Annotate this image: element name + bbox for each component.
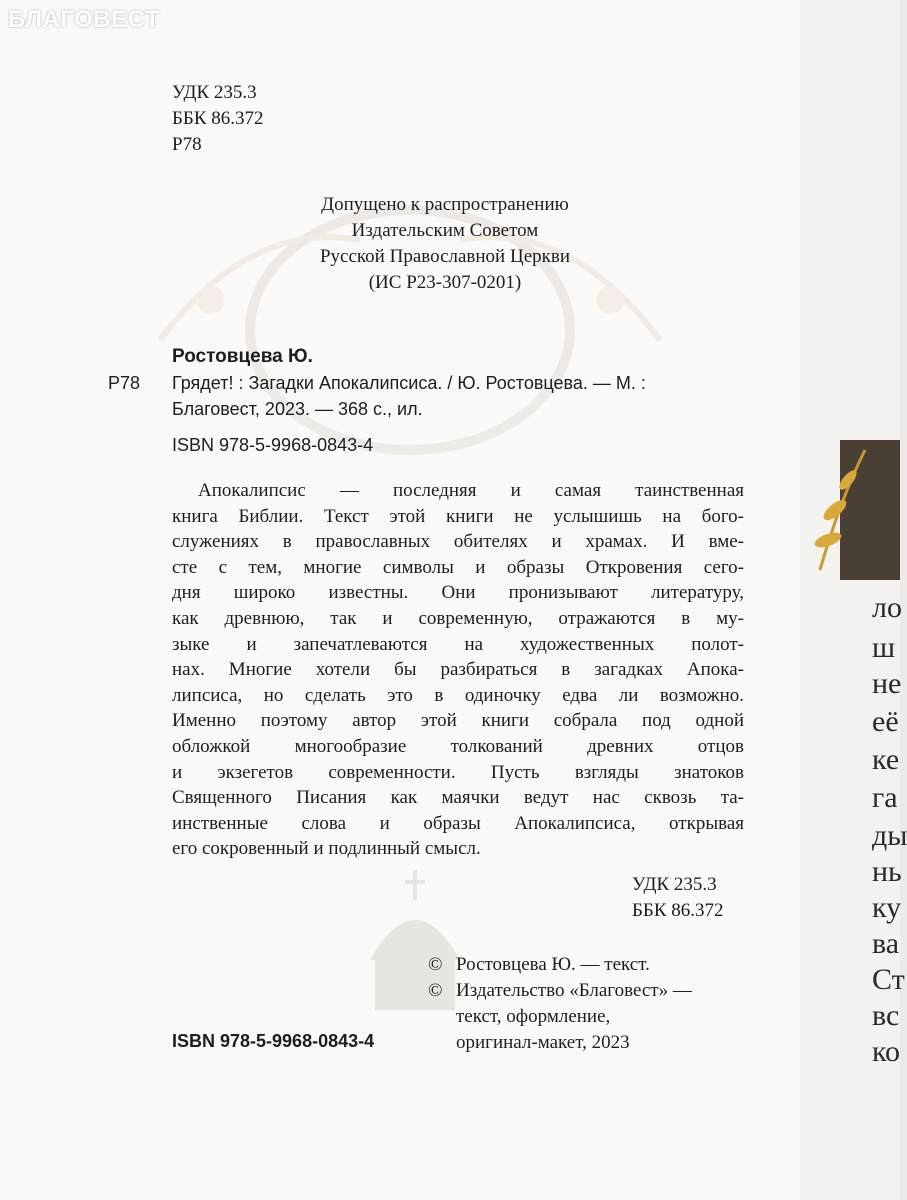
abstract-line: дня широко известны. Они пронизывают литературу,	[172, 582, 744, 604]
abstract-line: инственные слова и образы Апокалипсиса, открывая	[172, 812, 744, 834]
copyright-text: оригинал-макет, 2023	[456, 1032, 630, 1053]
facing-page-fragment: Ст	[872, 963, 905, 996]
abstract-paragraph	[172, 478, 744, 862]
abstract-line: обложкой многообразие толкований древних отцов	[172, 735, 744, 757]
isbn-top: ISBN 978-5-9968-0843-4	[172, 435, 374, 455]
copyright-symbol: ©	[428, 980, 443, 1001]
copyright-block	[428, 952, 692, 1056]
classification-codes-bottom	[632, 872, 724, 924]
copyright-text: текст, оформление,	[456, 1006, 611, 1027]
abstract-line: Священного Писания как маячки ведут нас сквозь та-	[172, 787, 744, 809]
copyright-row	[428, 1004, 692, 1030]
abstract-line: Именно поэтому автор этой книги собрала под одной	[172, 710, 744, 732]
abstract-line: как древнюю, так и современную, отражаются в му-	[172, 607, 744, 629]
biblio-line: Грядет! : Загадки Апокалипсиса. / Ю. Ростовцева. — М. :	[172, 373, 646, 393]
facing-page-fragment: ку	[872, 891, 902, 924]
author-heading: Ростовцева Ю.	[172, 346, 313, 367]
abstract-line: сте с тем, многие символы и образы Откровения сего-	[172, 556, 744, 578]
leaf-ornament-icon	[810, 440, 870, 580]
copyright-text: Издательство «Благовест» —	[456, 980, 692, 1001]
facing-page-fragment: га	[872, 781, 898, 814]
biblio-line: Благовест, 2023. — 368 с., ил.	[172, 399, 423, 419]
abstract-line: липсиса, но сделать это в одиночку едва ли возможно.	[172, 684, 744, 706]
copyright-symbol	[428, 1004, 456, 1030]
index-code: Р78	[108, 373, 141, 393]
approval-line: Допущено к распространению	[321, 194, 569, 215]
facing-page-fragment: ко	[872, 1035, 901, 1068]
store-watermark: БЛАГОВЕСТ	[8, 6, 161, 33]
facing-page-fragment: её	[872, 705, 899, 738]
abstract-line: книга Библии. Текст этой книги не услышишь на бого-	[172, 505, 744, 527]
isbn-bottom: ISBN 978-5-9968-0843-4	[172, 1031, 375, 1051]
facing-page-fragment: нь	[872, 855, 902, 888]
approval-statement	[230, 192, 660, 296]
abstract-line: и экзегетов современности. Пусть взгляды знатоков	[172, 761, 744, 783]
abstract-line: его сокровенный и подлинный смысл.	[172, 838, 481, 860]
copyright-symbol	[428, 1030, 456, 1056]
facing-page-fragment: вс	[872, 999, 900, 1032]
copyright-row	[428, 978, 692, 1004]
abstract-line: зыке и запечатлеваются на художественных полот-	[172, 633, 744, 655]
copyright-text: Ростовцева Ю. — текст.	[456, 954, 650, 975]
bbk-code: ББК 86.372	[632, 900, 724, 921]
facing-page-fragment: ке	[872, 743, 900, 776]
facing-page-fragment: ды	[872, 819, 907, 852]
facing-page-fragment: ва	[872, 927, 900, 960]
classification-codes-top	[172, 80, 264, 158]
facing-page-fragment: не	[872, 667, 902, 700]
bibliographic-description	[172, 370, 646, 422]
approval-number: (ИС Р23-307-0201)	[368, 272, 522, 293]
copyright-row	[428, 1030, 692, 1056]
abstract-line: нах. Многие хотели бы разбираться в загадках Апока-	[172, 659, 744, 681]
approval-line: Издательским Советом	[351, 220, 539, 241]
facing-page-fragment: ло	[872, 591, 902, 624]
udk-code: УДК 235.3	[632, 874, 717, 895]
copyright-row	[428, 952, 692, 978]
bbk-code: ББК 86.372	[172, 108, 264, 129]
udk-code: УДК 235.3	[172, 82, 257, 103]
approval-line: Русской Православной Церкви	[319, 246, 570, 267]
author-mark: Р78	[172, 134, 202, 155]
facing-page-fragment: ш	[872, 631, 896, 664]
abstract-line: служениях в православных обителях и храмах. И вме-	[172, 531, 744, 553]
abstract-line: Апокалипсис — последняя и самая таинственная	[198, 480, 744, 501]
copyright-symbol: ©	[428, 954, 443, 975]
